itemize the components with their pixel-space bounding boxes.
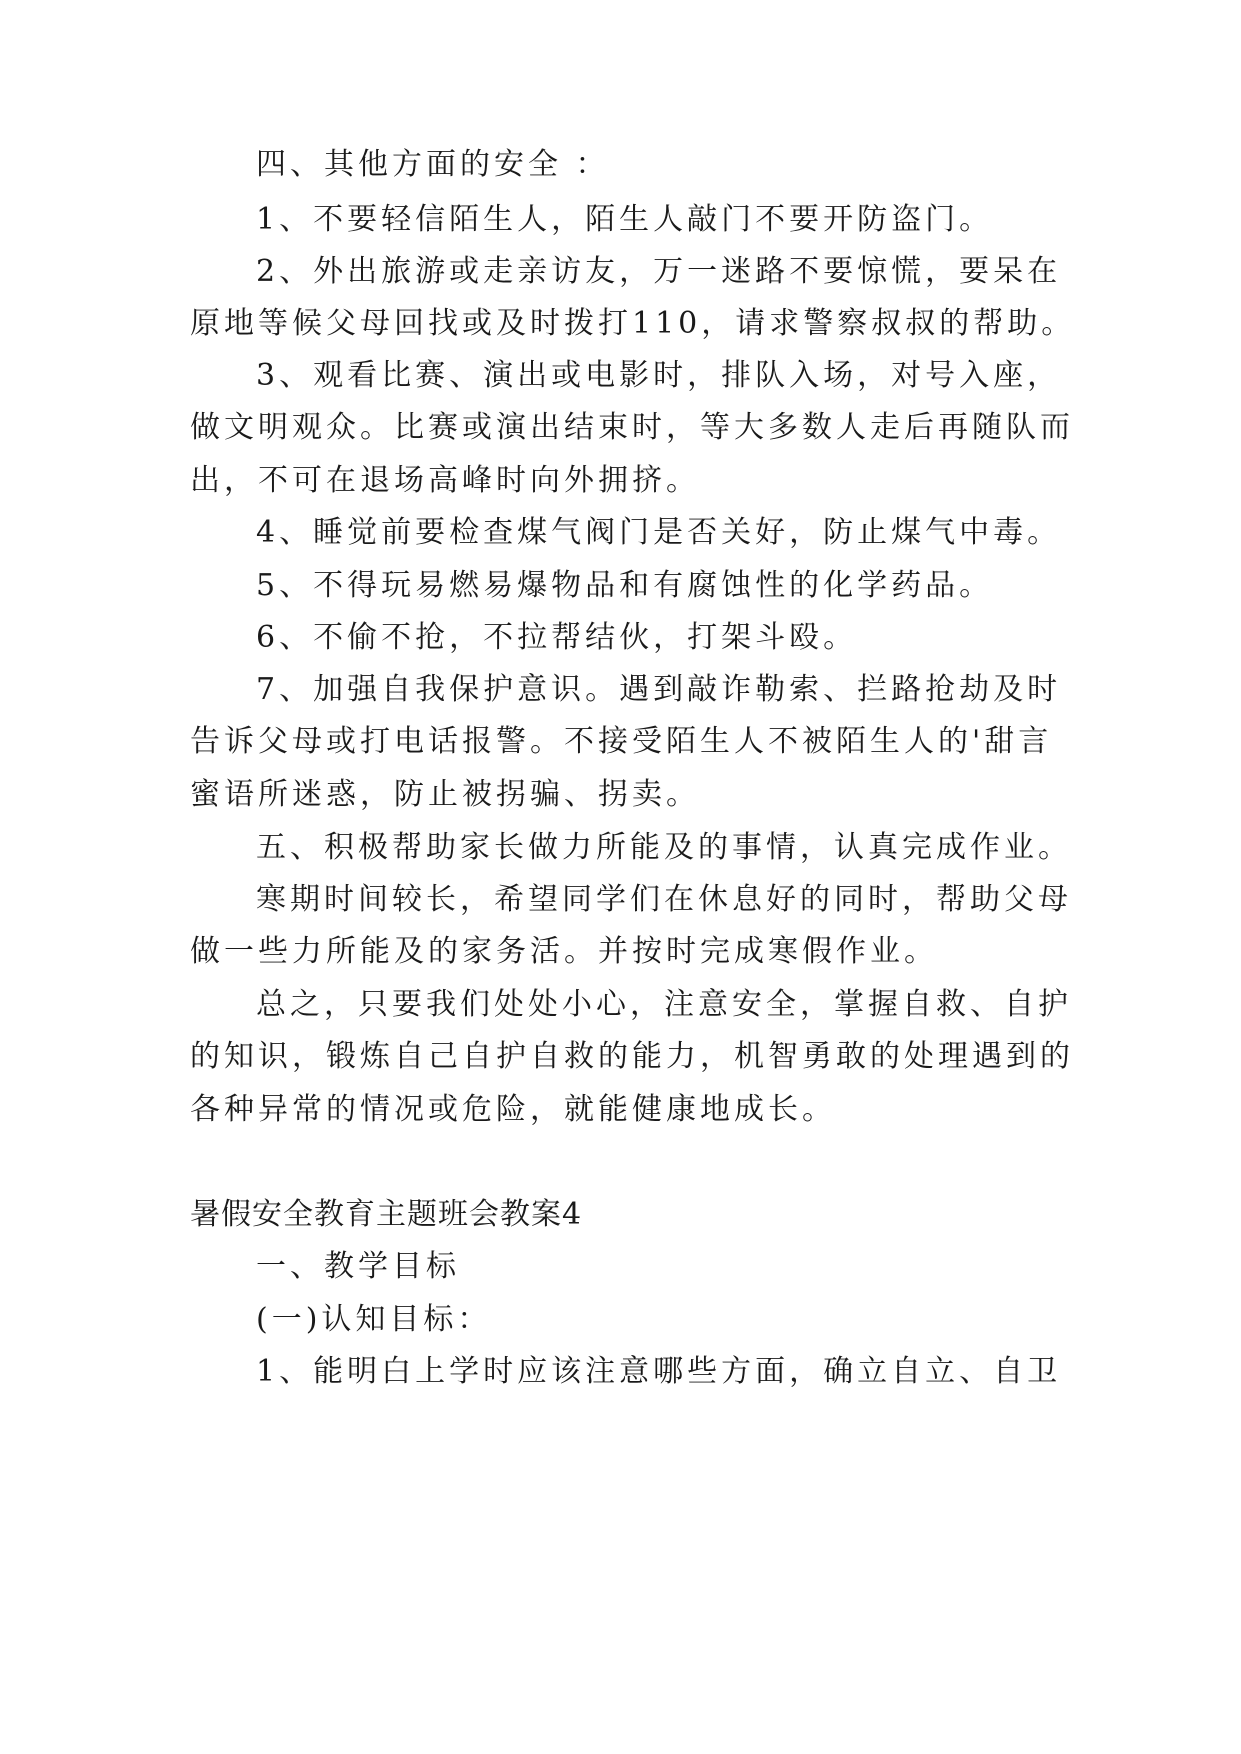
paragraph-line: 6、不偷不抢，不拉帮结伙，打架斗殴。 <box>256 620 858 655</box>
paragraph-line: 寒期时间较长，希望同学们在休息好的同时，帮助父母 <box>256 882 1072 917</box>
paragraph-line: 2、外出旅游或走亲访友，万一迷路不要惊慌，要呆在 <box>256 254 1062 289</box>
section-heading-help-parents: 五、积极帮助家长做力所能及的事情，认真完成作业。 <box>256 830 1072 865</box>
paragraph-line: 1、不要轻信陌生人，陌生人敲门不要开防盗门。 <box>256 202 994 237</box>
paragraph-line: 7、加强自我保护意识。遇到敲诈勒索、拦路抢劫及时 <box>256 672 1062 707</box>
subsection-heading-cognitive: (一)认知目标： <box>256 1302 492 1337</box>
section-heading-other-safety: 四、其他方面的安全 ： <box>256 147 610 182</box>
paragraph-line: 总之，只要我们处处小心，注意安全，掌握自救、自护 <box>256 987 1072 1022</box>
paragraph-line: 各种异常的情况或危险，就能健康地成长。 <box>190 1092 836 1127</box>
paragraph-line: 的知识，锻炼自己自护自救的能力，机智勇敢的处理遇到的 <box>190 1039 1074 1074</box>
paragraph-line: 蜜语所迷惑，防止被拐骗、拐卖。 <box>190 777 700 812</box>
paragraph-line: 1、能明白上学时应该注意哪些方面，确立自立、自卫 <box>256 1354 1062 1389</box>
paragraph-line: 3、观看比赛、演出或电影时，排队入场，对号入座， <box>256 358 1062 393</box>
paragraph-line: 做一些力所能及的家务活。并按时完成寒假作业。 <box>190 934 938 969</box>
section-heading-objectives: 一、教学目标 <box>256 1249 460 1284</box>
paragraph-line: 出，不可在退场高峰时向外拥挤。 <box>190 463 700 498</box>
paragraph-line: 原地等候父母回找或及时拨打110，请求警察叔叔的帮助。 <box>190 306 1076 341</box>
paragraph-line: 5、不得玩易燃易爆物品和有腐蚀性的化学药品。 <box>256 568 994 603</box>
lesson-plan-title: 暑假安全教育主题班会教案4 <box>190 1197 583 1232</box>
paragraph-line: 告诉父母或打电话报警。不接受陌生人不被陌生人的'甜言 <box>190 724 1053 759</box>
paragraph-line: 做文明观众。比赛或演出结束时，等大多数人走后再随队而 <box>190 410 1074 445</box>
paragraph-line: 4、睡觉前要检查煤气阀门是否关好，防止煤气中毒。 <box>256 515 1062 550</box>
